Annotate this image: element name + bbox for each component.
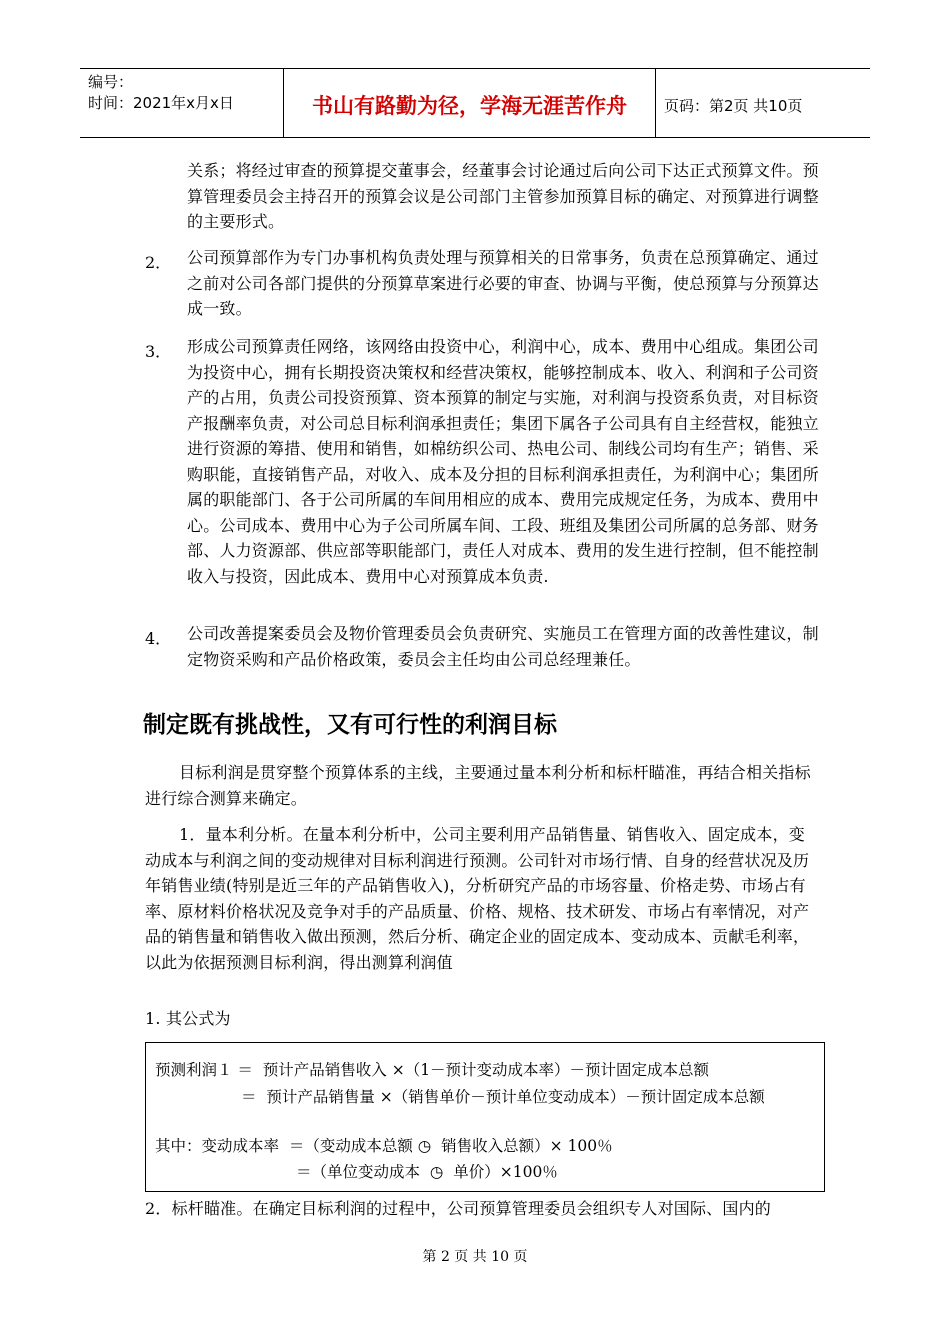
formula-line-2: ＝ 预计产品销售量 ×（销售单价－预计单位变动成本）－预计固定成本总额 [241, 1088, 765, 1106]
list-number-2: 2． [145, 253, 172, 272]
header-page-info: 页码：第2页 共10页 [664, 96, 803, 115]
list-item-3: 形成公司预算责任网络，该网络由投资中心，利润中心，成本、费用中心组成。集团公司为投资中心，拥有长期投资决策权和经营决策权，能够控制成本、收入、利润和子公司资产的占用，负责公司投资预算、资本预算的制定与实施，对利润与投资系负责，对目标资产报酬率负责，对公司总目标利润承担责任；集团下属各子公司具有自主经营权，能独立进行资源的筹措、使用和销售，如棉纺织公司、热电公司、制线公司均有生产；销售、采购职能，直接销售产品，对收入、成本及分担的目标利润承担责任，为利润中心；集团所属的职能部门、各于公司所属的车间用相应的成本、费用完成规定任务，为成本、费用中心。公司成本、费用中心为子公司所属车间、工段、班组及集团公司所属的总务部、财务部、人力资源部、供应部等职能部门，责任人对成本、费用的发生进行控制，但不能控制收入与投资，因此成本、费用中心对预算成本负责. [187, 337, 819, 586]
paragraph-target-profit: 目标利润是贯穿整个预算体系的主线，主要通过量本利分析和标杆瞄准，再结合相关指标进行综合测算来确定。 [145, 763, 811, 808]
list-number-4: 4． [145, 629, 172, 648]
page-footer: 第 2 页 共 10 页 [422, 1249, 528, 1265]
list-number-3: 3． [145, 342, 172, 361]
formula-box [145, 1042, 825, 1192]
page-header [80, 68, 870, 138]
formula-intro: 1. 其公式为 [145, 1009, 231, 1028]
list-item-4: 公司改善提案委员会及物价管理委员会负责研究、实施员工在管理方面的改善性建议，制定物资采购和产品价格政策，委员会主任均由公司总经理兼任。 [187, 624, 819, 669]
paragraph-cvp-analysis: 1．量本利分析。在量本利分析中，公司主要利用产品销售量、销售收入、固定成本，变动成本与利润之间的变动规律对目标利润进行预测。公司针对市场行情、自身的经营状况及历年销售业绩(特别是近三年的产品销售收入)，分析研究产品的市场容量、价格走势、市场占有率、原材料价格状况及竞争对手的产品质量、价格、规格、技术研发、市场占有率情况，对产品的销售量和销售收入做出预测，然后分析、确定企业的固定成本、变动成本、贡献毛利率，以此为依据预测目标利润，得出测算利润值 [145, 825, 810, 972]
header-meta [80, 69, 283, 137]
list-item-2: 公司预算部作为专门办事机构负责处理与预算相关的日常事务，负责在总预算确定、通过之前对公司各部门提供的分预算草案进行必要的审查、协调与平衡，使总预算与分预算达成一致。 [187, 248, 819, 318]
header-motto: 书山有路勤为径，学海无涯苦作舟 [283, 69, 656, 137]
list-item-continuation: 关系；将经过审查的预算提交董事会，经董事会讨论通过后向公司下达正式预算文件。预算管理委员会主持召开的预算会议是公司部门主管参加预算目标的确定、对预算进行调整的主要形式。 [187, 161, 819, 231]
code-label: 编号： [88, 73, 134, 91]
formula-line-1: 预测利润１ ＝ 预计产品销售收入 ×（1－预计变动成本率）－预计固定成本总额 [155, 1061, 710, 1079]
paragraph-benchmarking: 2．标杆瞄准。在确定目标利润的过程中，公司预算管理委员会组织专人对国际、国内的 [145, 1199, 771, 1218]
formula-line-3: 其中：变动成本率 ＝（变动成本总额 ◷ 销售收入总额）× 100％ [155, 1137, 613, 1155]
time-label: 时间：2021年x月x日 [88, 94, 234, 112]
section-heading: 制定既有挑战性，又有可行性的利润目标 [143, 712, 557, 738]
formula-line-4: ＝（单位变动成本 ◷ 单价）×100％ [296, 1163, 558, 1181]
